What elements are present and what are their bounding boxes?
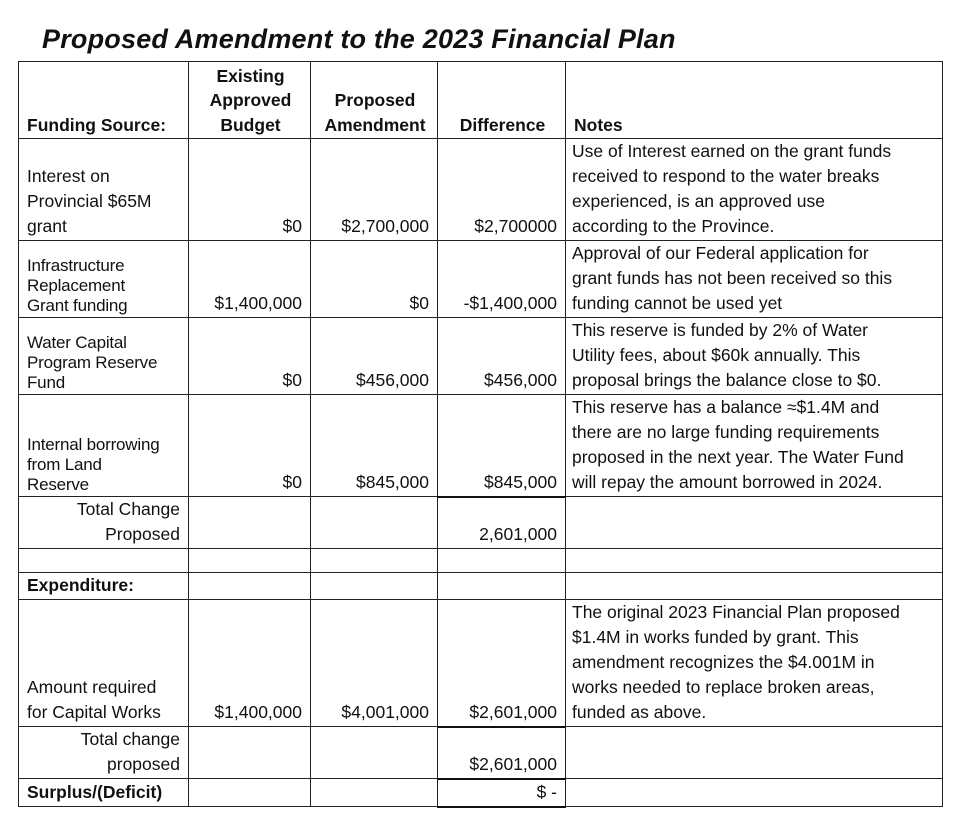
empty-cell: [189, 549, 311, 573]
empty-cell: [566, 727, 943, 779]
total-expenditure-row: [19, 727, 943, 779]
label-line: Reserve: [27, 475, 89, 494]
note-line: will repay the amount borrowed in 2024.: [572, 472, 883, 492]
empty-cell: [189, 573, 311, 600]
cell-proposed: $2,700,000: [311, 139, 438, 241]
label-line: Provincial $65M: [27, 191, 152, 211]
total-funding-difference: 2,601,000: [438, 497, 566, 549]
table-row: [19, 395, 943, 497]
label-line: Fund: [27, 373, 65, 392]
total-expenditure-label: [19, 727, 189, 779]
empty-cell: [311, 779, 438, 807]
header-row: [19, 62, 943, 139]
empty-cell: [438, 549, 566, 573]
surplus-difference: $ -: [438, 779, 566, 807]
cell-existing: $0: [189, 395, 311, 497]
note-line: $1.4M in works funded by grant. This: [572, 627, 859, 647]
header-notes: Notes: [566, 62, 943, 139]
surplus-label: Surplus/(Deficit): [19, 779, 189, 807]
expenditure-row: [19, 600, 943, 727]
cell-proposed: $456,000: [311, 318, 438, 395]
surplus-row: [19, 779, 943, 807]
note-line: Approval of our Federal application for: [572, 243, 869, 263]
cell-existing: $0: [189, 139, 311, 241]
note-line: according to the Province.: [572, 216, 775, 236]
empty-cell: [566, 497, 943, 549]
empty-cell: [566, 573, 943, 600]
note-line: there are no large funding requirements: [572, 422, 880, 442]
label-line: from Land: [27, 455, 102, 474]
cell-difference: $845,000: [438, 395, 566, 497]
cell-proposed: $845,000: [311, 395, 438, 497]
label-line: Proposed: [105, 524, 180, 544]
cell-existing: $1,400,000: [189, 600, 311, 727]
label-line: Internal borrowing: [27, 435, 160, 454]
cell-difference: $2,601,000: [438, 600, 566, 727]
cell-existing: $0: [189, 318, 311, 395]
empty-cell: [311, 497, 438, 549]
header-existing-line: Approved: [209, 90, 292, 110]
header-proposed-amendment: [311, 62, 438, 139]
cell-notes: [566, 395, 943, 497]
label-line: Interest on: [27, 166, 110, 186]
row-label: [19, 241, 189, 318]
header-funding-source: Funding Source:: [19, 62, 189, 139]
note-line: Use of Interest earned on the grant funds: [572, 141, 892, 161]
note-line: received to respond to the water breaks: [572, 166, 880, 186]
header-difference: Difference: [438, 62, 566, 139]
header-proposed-line: Amendment: [324, 114, 426, 135]
label-line: Replacement: [27, 276, 125, 295]
note-line: funded as above.: [572, 702, 707, 722]
row-label: [19, 139, 189, 241]
empty-cell: [311, 727, 438, 779]
table-row: [19, 318, 943, 395]
total-expenditure-difference: $2,601,000: [438, 727, 566, 779]
empty-cell: [19, 549, 189, 573]
empty-cell: [566, 779, 943, 807]
label-line: Water Capital: [27, 333, 127, 352]
row-label: [19, 600, 189, 727]
note-line: proposal brings the balance close to $0.: [572, 370, 882, 390]
cell-notes: [566, 139, 943, 241]
row-label: [19, 395, 189, 497]
empty-cell: [311, 573, 438, 600]
cell-notes: [566, 241, 943, 318]
note-line: This reserve has a balance ≈$1.4M and: [572, 397, 880, 417]
label-line: Total change: [80, 729, 180, 749]
header-existing-approved-budget: [189, 62, 311, 139]
empty-cell: [189, 727, 311, 779]
cell-existing: $1,400,000: [189, 241, 311, 318]
label-line: Total Change: [76, 499, 180, 519]
note-line: The original 2023 Financial Plan proposed: [572, 602, 900, 622]
label-line: Infrastructure: [27, 256, 125, 275]
header-existing-line: Budget: [220, 114, 281, 135]
label-line: proposed: [107, 754, 180, 774]
note-line: proposed in the next year. The Water Fund: [572, 447, 904, 467]
note-line: experienced, is an approved use: [572, 191, 825, 211]
empty-cell: [189, 497, 311, 549]
expenditure-header-row: [19, 573, 943, 600]
label-line: Amount required: [27, 677, 157, 697]
note-line: works needed to replace broken areas,: [572, 677, 875, 697]
empty-cell: [566, 549, 943, 573]
row-label: [19, 318, 189, 395]
note-line: funding cannot be used yet: [572, 293, 783, 313]
cell-notes: [566, 600, 943, 727]
label-line: Grant funding: [27, 296, 128, 315]
note-line: grant funds has not been received so this: [572, 268, 893, 288]
label-line: Program Reserve: [27, 353, 158, 372]
header-proposed-line: Proposed: [334, 90, 416, 110]
note-line: Utility fees, about $60k annually. This: [572, 345, 861, 365]
empty-cell: [438, 573, 566, 600]
total-funding-row: [19, 497, 943, 549]
empty-cell: [311, 549, 438, 573]
total-funding-label: [19, 497, 189, 549]
financial-plan-table: [18, 61, 943, 808]
table-row: [19, 139, 943, 241]
expenditure-header: Expenditure:: [19, 573, 189, 600]
document-title: Proposed Amendment to the 2023 Financial Plan: [42, 24, 676, 54]
cell-difference: $2,700000: [438, 139, 566, 241]
label-line: grant: [27, 216, 67, 236]
note-line: amendment recognizes the $4.001M in: [572, 652, 875, 672]
cell-proposed: $0: [311, 241, 438, 318]
blank-row: [19, 549, 943, 573]
cell-difference: $456,000: [438, 318, 566, 395]
empty-cell: [189, 779, 311, 807]
cell-proposed: $4,001,000: [311, 600, 438, 727]
label-line: for Capital Works: [27, 702, 161, 722]
cell-notes: [566, 318, 943, 395]
header-existing-line: Existing: [216, 65, 285, 86]
cell-difference: -$1,400,000: [438, 241, 566, 318]
table-row: [19, 241, 943, 318]
note-line: This reserve is funded by 2% of Water: [572, 320, 869, 340]
